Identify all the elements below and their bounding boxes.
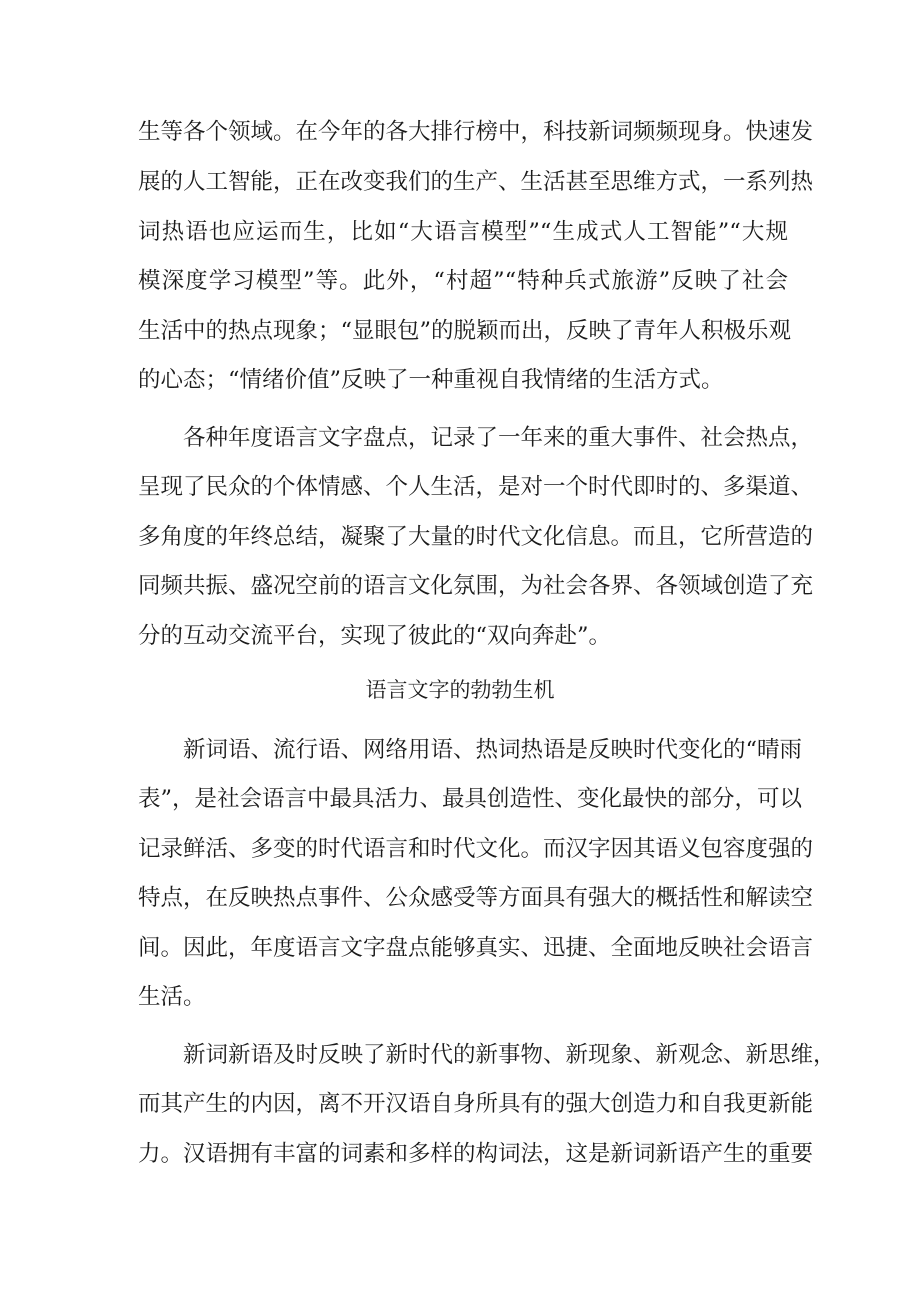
paragraph-2-line-2: 呈现了民众的个体情感、个人生活，是对一个时代即时的、多渠道、 bbox=[138, 474, 814, 500]
paragraph-2-line-3: 多角度的年终总结，凝聚了大量的时代文化信息。而且，它所营造的 bbox=[138, 524, 814, 550]
paragraph-2-line-1: 各种年度语言文字盘点，记录了一年来的重大事件、社会热点， bbox=[183, 425, 814, 451]
paragraph-4-line-2: 而其产生的内因，离不开汉语自身所具有的强大创造力和自我更新能 bbox=[138, 1091, 814, 1117]
paragraph-1-line-2: 展的人工智能，正在改变我们的生产、生活甚至思维方式，一系列热 bbox=[138, 169, 814, 195]
paragraph-4-line-3: 力。汉语拥有丰富的词素和多样的构词法，这是新词新语产生的重要 bbox=[138, 1141, 814, 1167]
paragraph-3-line-1: 新词语、流行语、网络用语、热词热语是反映时代变化的“晴雨 bbox=[183, 737, 803, 763]
paragraph-3-line-3: 记录鲜活、多变的时代语言和时代文化。而汉字因其语义包容度强的 bbox=[138, 836, 814, 862]
paragraph-3-line-2: 表”，是社会语言中最具活力、最具创造性、变化最快的部分，可以 bbox=[138, 786, 803, 812]
paragraph-3-line-5: 间。因此，年度语言文字盘点能够真实、迅捷、全面地反映社会语言 bbox=[138, 935, 814, 961]
paragraph-1-line-4: 模深度学习模型”等。此外，“村超”“特种兵式旅游”反映了社会 bbox=[138, 268, 788, 294]
paragraph-2-line-5: 分的互动交流平台，实现了彼此的“双向奔赴”。 bbox=[138, 623, 612, 649]
paragraph-1-line-3: 词热语也应运而生，比如“大语言模型”“生成式人工智能”“大规 bbox=[138, 219, 788, 245]
paragraph-4-line-1: 新词新语及时反映了新时代的新事物、新现象、新观念、新思维， bbox=[183, 1042, 836, 1068]
paragraph-1-line-5: 生活中的热点现象；“显眼包”的脱颖而出，反映了青年人积极乐观 bbox=[138, 318, 792, 344]
paragraph-1-line-1: 生等各个领域。在今年的各大排行榜中，科技新词频频现身。快速发 bbox=[138, 119, 814, 145]
paragraph-1-line-6: 的心态；“情绪价值”反映了一种重视自我情绪的生活方式。 bbox=[138, 367, 724, 393]
paragraph-3-line-4: 特点，在反映热点事件、公众感受等方面具有强大的概括性和解读空 bbox=[138, 885, 814, 911]
section-heading: 语言文字的勃勃生机 bbox=[365, 678, 555, 702]
paragraph-3-line-6: 生活。 bbox=[138, 984, 206, 1010]
paragraph-2-line-4: 同频共振、盛况空前的语言文化氛围，为社会各界、各领域创造了充 bbox=[138, 573, 814, 599]
